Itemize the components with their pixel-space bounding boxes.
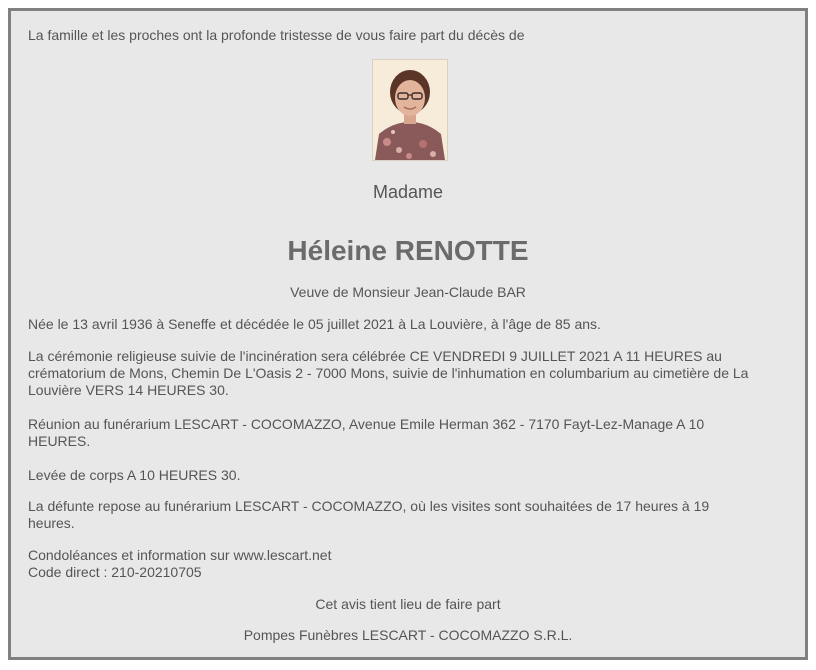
intro-text: La famille et les proches ont la profonde tristesse de vous faire part du décès de: [28, 27, 525, 43]
obituary-notice: [8, 8, 808, 660]
condolences-line: Condoléances et information sur www.lescart.net: [28, 547, 332, 563]
repose-line-1: La défunte repose au funérarium LESCART - COCOMAZZO, où les visites sont souhaitées de 17 heures à 19: [28, 498, 710, 514]
portrait-illustration: [373, 60, 447, 160]
reunion-line-2: HEURES.: [28, 433, 91, 449]
levee-text: Levée de corps A 10 HEURES 30.: [28, 467, 241, 483]
ceremony-line-2: crématorium de Mons, Chemin De L'Oasis 2 - 7000 Mons, suivie de l'inhumation en columbarium au cimetière de La: [28, 365, 749, 381]
repose-line-2: heures.: [28, 515, 75, 531]
portrait-photo-icon: [372, 59, 448, 161]
ceremony-line-1: La cérémonie religieuse suivie de l'incinération sera célébrée CE VENDREDI 9 JUILLET 2021 A 11 HEURES au: [28, 348, 722, 364]
notice-text: Cet avis tient lieu de faire part: [315, 596, 501, 612]
reunion-line-1: Réunion au funérarium LESCART - COCOMAZZO, Avenue Emile Herman 362 - 7170 Fayt-Lez-Manage A 10: [28, 416, 705, 432]
funeral-home-name: Pompes Funèbres LESCART - COCOMAZZO S.R.L.: [243, 627, 573, 643]
birth-death-text: Née le 13 avril 1936 à Seneffe et décédée le 05 juillet 2021 à La Louvière, à l'âge de 85 ans.: [28, 316, 601, 332]
honorific: Madame: [372, 182, 444, 202]
spouse-line: Veuve de Monsieur Jean-Claude BAR: [290, 284, 526, 300]
deceased-name: Héleine RENOTTE: [287, 235, 529, 266]
direct-code-line: Code direct : 210-20210705: [28, 564, 202, 580]
ceremony-line-3: Louvière VERS 14 HEURES 30.: [28, 382, 229, 398]
